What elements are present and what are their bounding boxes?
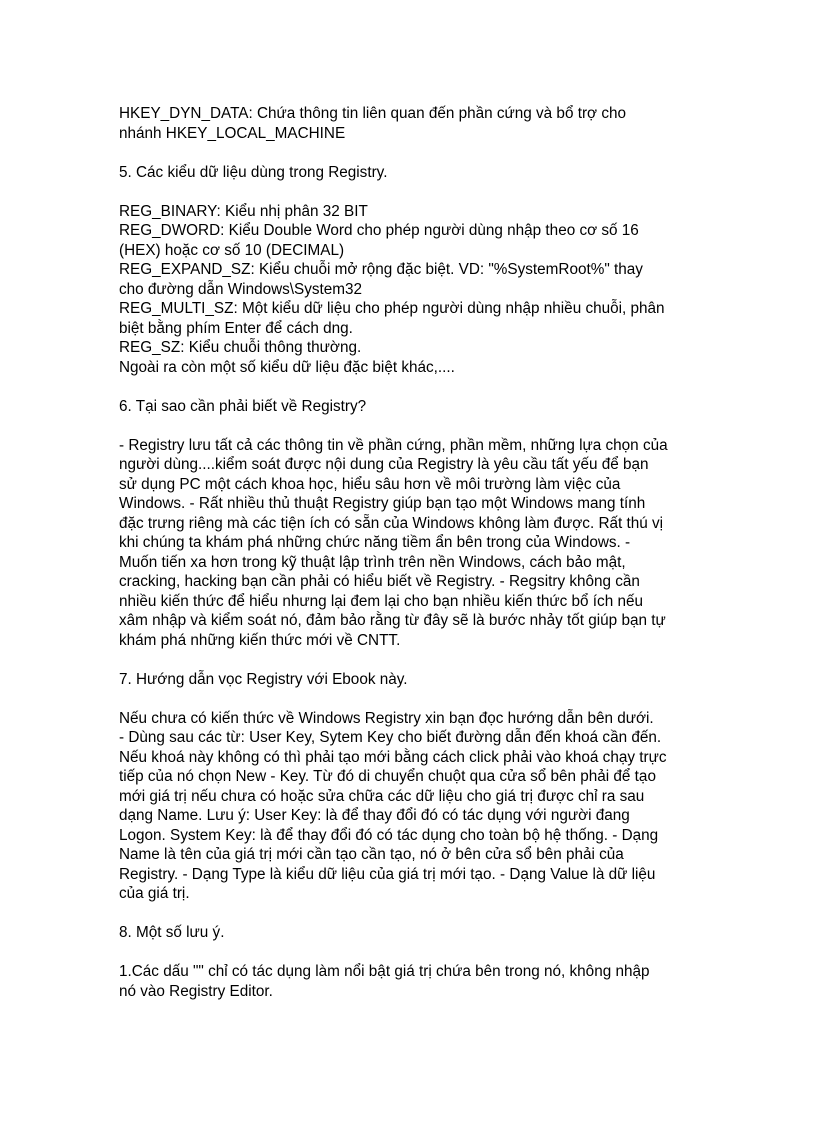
text-line: REG_SZ: Kiểu chuỗi thông thường. [119,339,362,356]
heading-line: 5. Các kiểu dữ liệu dùng trong Registry. [119,163,388,181]
text-line: mới giá trị nếu chưa có hoặc sửa chữa các dữ liệu cho giá trị được chỉ ra sau [119,787,645,805]
text-line: cho đường dẫn Windows\System32 [119,280,363,298]
text-line: của giá trị. [119,885,190,902]
text-line: sử dụng PC một cách khoa học, hiểu sâu hơn về môi trường làm việc của [119,475,621,493]
text-line: đặc trưng riêng mà các tiện ích có sẵn của Windows không làm được. Rất thú vị [119,514,664,532]
heading-line: 8. Một số lưu ý. [119,924,225,941]
text-line: nhánh HKEY_LOCAL_MACHINE [119,124,346,142]
text-line: khám phá những kiến thức mới về CNTT. [119,631,401,649]
text-line: Muốn tiến xa hơn trong kỹ thuật lập trình trên nền Windows, cách bảo mật, [119,553,626,571]
text-line: REG_MULTI_SZ: Một kiểu dữ liệu cho phép người dùng nhập nhiều chuỗi, phân [119,300,665,317]
section-heading-8 [119,923,699,943]
text-line: Nếu chưa có kiến thức về Windows Registry xin bạn đọc hướng dẫn bên dưới. [119,709,654,727]
text-line: - Registry lưu tất cả các thông tin về phần cứng, phần mềm, những lựa chọn của [119,436,668,454]
text-line: Windows. - Rất nhiều thủ thuật Registry giúp bạn tạo một Windows mang tính [119,495,646,512]
heading-line: 7. Hướng dẫn vọc Registry với Ebook này. [119,670,408,688]
paragraph-note-1 [119,962,699,1001]
text-line: xâm nhập và kiểm soát nó, đảm bảo rằng từ đây sẽ là bước nhảy tốt giúp bạn tự [119,612,666,629]
text-line: REG_EXPAND_SZ: Kiểu chuỗi mở rộng đặc biệt. VD: "%SystemRoot%" thay [119,261,643,278]
text-line: người dùng....kiểm soát được nội dung của Registry là yêu cầu tất yếu để bạn [119,456,649,473]
paragraph-guide [119,709,699,904]
text-line: dạng Name. Lưu ý: User Key: là để thay đổi đó có tác dụng với người đang [119,807,630,824]
text-line: REG_BINARY: Kiểu nhị phân 32 BIT [119,202,368,220]
text-line: khi chúng ta khám phá những chức năng tiềm ẩn bên trong của Windows. - [119,534,631,551]
paragraph-data-types [119,202,699,378]
text-line: nhiều kiến thức để hiểu nhưng lại đem lại cho bạn nhiều kiến thức bổ ích nếu [119,592,643,610]
section-heading-7 [119,670,699,690]
text-line: Ngoài ra còn một số kiểu dữ liệu đặc biệt khác,.... [119,358,455,376]
text-line: - Dùng sau các từ: User Key, Sytem Key cho biết đường dẫn đến khoá cần đến. [119,729,662,746]
text-line: 1.Các dấu "" chỉ có tác dụng làm nổi bật giá trị chứa bên trong nó, không nhập [119,963,650,980]
paragraph-hkey-dyn-data [119,104,699,143]
document-page [119,104,699,1021]
text-line: nó vào Registry Editor. [119,982,273,1000]
text-line: Logon. System Key: là để thay đổi đó có tác dụng cho toàn bộ hệ thống. - Dạng [119,826,659,844]
text-line: Registry. - Dạng Type là kiểu dữ liệu của giá trị mới tạo. - Dạng Value là dữ liệu [119,865,656,883]
paragraph-why-registry [119,436,699,651]
text-line: REG_DWORD: Kiểu Double Word cho phép người dùng nhập theo cơ số 16 [119,222,639,239]
text-line: (HEX) hoặc cơ số 10 (DECIMAL) [119,241,345,259]
section-heading-6 [119,397,699,417]
heading-line: 6. Tại sao cần phải biết về Registry? [119,397,367,415]
text-line: tiếp của nó chọn New - Key. Từ đó di chuyển chuột qua cửa sổ bên phải để tạo [119,768,656,785]
text-line: biệt bằng phím Enter để cách dng. [119,319,353,337]
text-line: Name là tên của giá trị mới cần tạo cần tạo, nó ở bên cửa sổ bên phải của [119,846,624,863]
text-line: HKEY_DYN_DATA: Chứa thông tin liên quan đến phần cứng và bổ trợ cho [119,105,626,122]
text-line: cracking, hacking bạn cần phải có hiểu biết về Registry. - Regsitry không cần [119,573,640,590]
text-line: Nếu khoá này không có thì phải tạo mới bằng cách click phải vào khoá chạy trực [119,748,667,766]
section-heading-5 [119,163,699,183]
